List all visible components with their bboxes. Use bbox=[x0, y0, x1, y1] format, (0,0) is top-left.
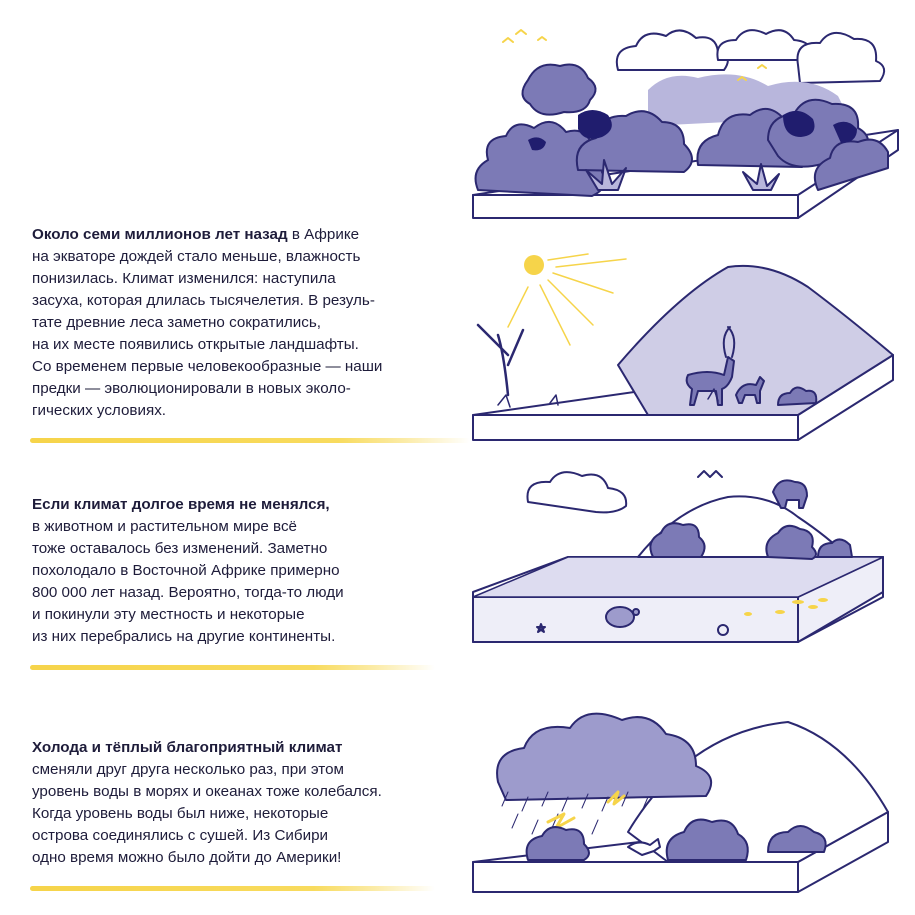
paragraph-2-lead: Если климат долгое время не менялся, bbox=[32, 496, 330, 513]
yellow-divider-1 bbox=[30, 438, 470, 443]
cloud-icon bbox=[527, 472, 626, 512]
paragraph-1-line: гических условиях. bbox=[32, 402, 167, 419]
paragraph-3-lead: Холода и тёплый благоприятный климат bbox=[32, 739, 343, 756]
paragraph-2 bbox=[32, 494, 344, 648]
storm-illustration bbox=[468, 702, 908, 902]
paragraph-3-line: острова соединялись с сушей. Из Сибири bbox=[32, 827, 329, 844]
paragraph-1-line: понизилась. Климат изменился: наступила bbox=[32, 270, 336, 287]
paragraph-2-line: в животном и растительном мире всё bbox=[32, 518, 297, 535]
sun-icon bbox=[524, 255, 544, 275]
lightning-icon bbox=[548, 814, 574, 828]
paragraph-3 bbox=[32, 737, 382, 869]
paragraph-3-line: сменяли друг друга несколько раз, при этом bbox=[32, 761, 344, 778]
paragraph-1 bbox=[32, 224, 382, 422]
paragraph-1-lead: Около семи миллионов лет назад bbox=[32, 226, 288, 243]
cloud-icon bbox=[617, 30, 884, 83]
paragraph-2-line: тоже оставалось без изменений. Заметно bbox=[32, 540, 328, 557]
paragraph-3-line: уровень воды в морях и океанах тоже колебался. bbox=[32, 783, 382, 800]
storm-cloud-icon bbox=[497, 714, 711, 800]
paragraph-2-line: из них перебрались на другие континенты. bbox=[32, 628, 336, 645]
bare-tree-icon bbox=[478, 325, 523, 395]
yellow-divider-3 bbox=[30, 886, 435, 891]
elephant-icon bbox=[773, 480, 807, 508]
paragraph-2-line: похолодало в Восточной Африке примерно bbox=[32, 562, 340, 579]
paragraph-1-line: Со временем первые человекообразные — наши bbox=[32, 358, 383, 375]
paragraph-1-line: на их месте появились открытые ландшафты. bbox=[32, 336, 359, 353]
bird-icon bbox=[698, 471, 722, 477]
yellow-divider-2 bbox=[30, 665, 435, 670]
paragraph-1-line: в Африке bbox=[287, 226, 360, 243]
paragraph-1-line: предки — эволюционировали в новых эколо- bbox=[32, 380, 351, 397]
savanna-illustration bbox=[468, 245, 908, 445]
sea-island-illustration bbox=[468, 462, 908, 677]
paragraph-3-line: Когда уровень воды был ниже, некоторые bbox=[32, 805, 329, 822]
paragraph-1-line: тате древние леса заметно сократились, bbox=[32, 314, 322, 331]
paragraph-1-line: на экваторе дождей стало меньше, влажность bbox=[32, 248, 361, 265]
rainforest-illustration bbox=[468, 20, 908, 225]
paragraph-3-line: одно время можно было дойти до Америки! bbox=[32, 849, 342, 866]
paragraph-2-line: и покинули эту местность и некоторые bbox=[32, 606, 305, 623]
paragraph-2-line: 800 000 лет назад. Вероятно, тогда-то люди bbox=[32, 584, 344, 601]
paragraph-1-line: засуха, которая длилась тысячелетия. В резуль- bbox=[32, 292, 375, 309]
